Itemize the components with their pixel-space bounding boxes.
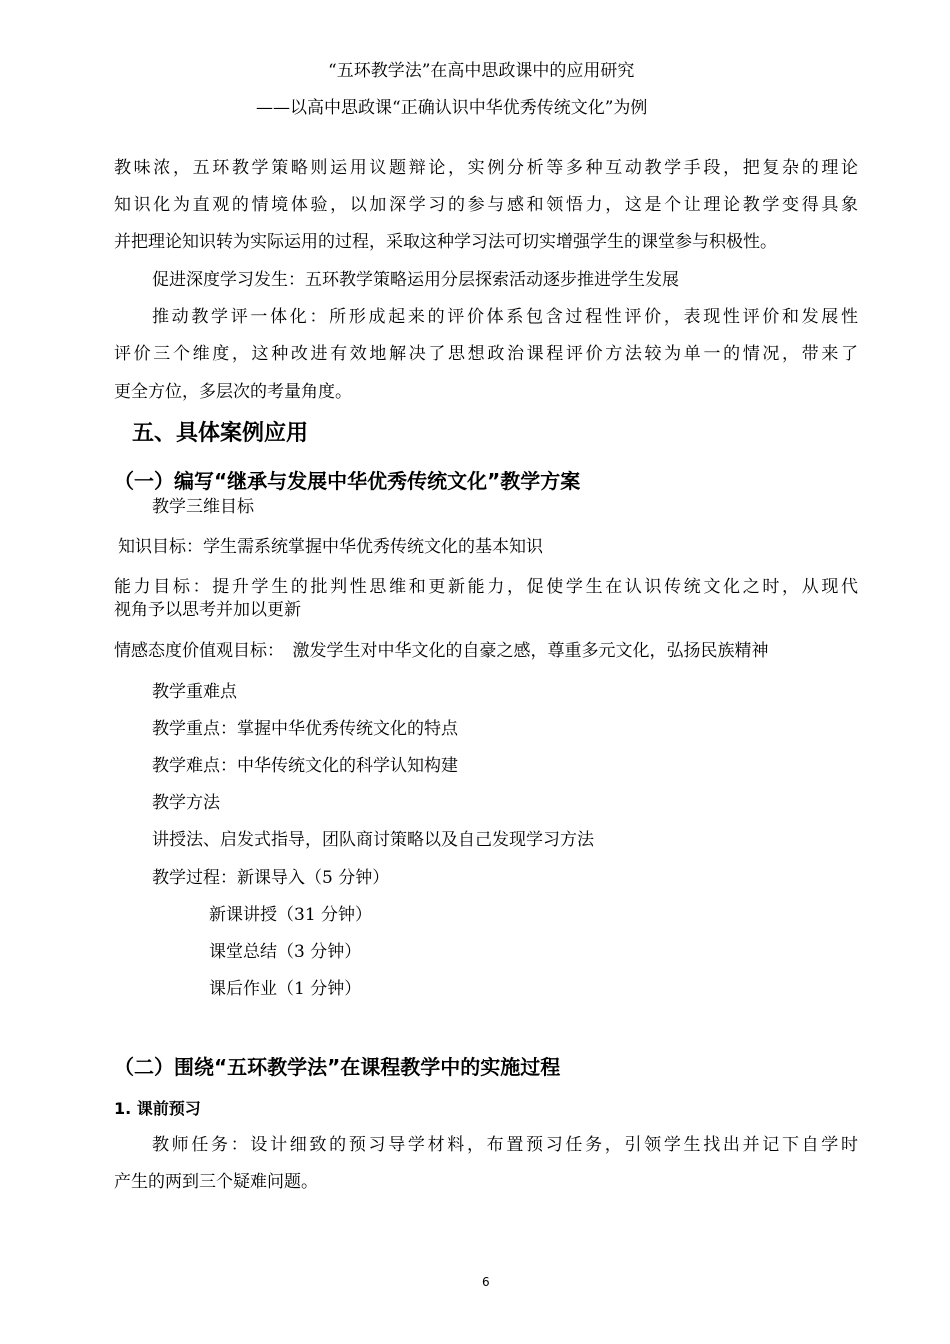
paragraph-line: 教学重点：掌握中华优秀传统文化的特点 (152, 719, 458, 739)
paragraph-line: 视角予以思考并加以更新 (114, 600, 301, 620)
paragraph-line: 教学三维目标 (152, 497, 254, 517)
paragraph-line: 情感态度价值观目标： 激发学生对中华文化的自豪之感，尊重多元文化，弘扬民族精神 (114, 641, 769, 661)
process-step: 新课讲授（31 分钟） (209, 905, 373, 925)
paragraph-line: 教味浓，五环教学策略则运用议题辩论，实例分析等多种互动教学手段，把复杂的理论 (114, 158, 858, 178)
paragraph-line: 推动教学评一体化：所形成起来的评价体系包含过程性评价，表现性评价和发展性 (152, 307, 858, 327)
paragraph-line: 更全方位，多层次的考量角度。 (114, 382, 352, 402)
paragraph-line: 知识目标：学生需系统掌握中华优秀传统文化的基本知识 (118, 537, 543, 557)
subsection-heading: （一）编写“继承与发展中华优秀传统文化”教学方案 (114, 469, 581, 493)
paragraph-line: 评价三个维度，这种改进有效地解决了思想政治课程评价方法较为单一的情况，带来了 (114, 344, 858, 364)
paragraph-line: 教学重难点 (152, 682, 237, 702)
section-heading: 五、具体案例应用 (132, 421, 309, 446)
process-step: 课后作业（1 分钟） (209, 979, 362, 999)
paragraph-line: 促进深度学习发生：五环教学策略运用分层探索活动逐步推进学生发展 (152, 270, 679, 290)
paragraph-line: 讲授法、启发式指导，团队商讨策略以及自己发现学习方法 (152, 830, 594, 850)
paragraph-line: 教学难点：中华传统文化的科学认知构建 (152, 756, 458, 776)
paragraph-line: 知识化为直观的情境体验，以加深学习的参与感和领悟力，这是个让理论教学变得具象 (114, 195, 858, 215)
header-title: “五环教学法”在高中思政课中的应用研究 (328, 61, 635, 81)
paragraph-line: 并把理论知识转为实际运用的过程，采取这种学习法可切实增强学生的课堂参与积极性。 (114, 232, 777, 252)
header-subtitle: ——以高中思政课“正确认识中华优秀传统文化”为例 (256, 98, 648, 118)
subsection-heading: （二）围绕“五环教学法”在课程教学中的实施过程 (114, 1055, 561, 1079)
process-step: 课堂总结（3 分钟） (209, 942, 362, 962)
step-heading: 1. 课前预习 (114, 1099, 201, 1118)
paragraph-line: 能力目标：提升学生的批判性思维和更新能力，促使学生在认识传统文化之时，从现代 (114, 577, 858, 597)
paragraph-line: 产生的两到三个疑难问题。 (114, 1172, 318, 1192)
paragraph-line: 教师任务：设计细致的预习导学材料，布置预习任务，引领学生找出并记下自学时 (152, 1135, 858, 1155)
paragraph-line: 教学方法 (152, 793, 220, 813)
page-number: 6 (482, 1275, 490, 1289)
paragraph-line: 教学过程：新课导入（5 分钟） (152, 868, 390, 888)
